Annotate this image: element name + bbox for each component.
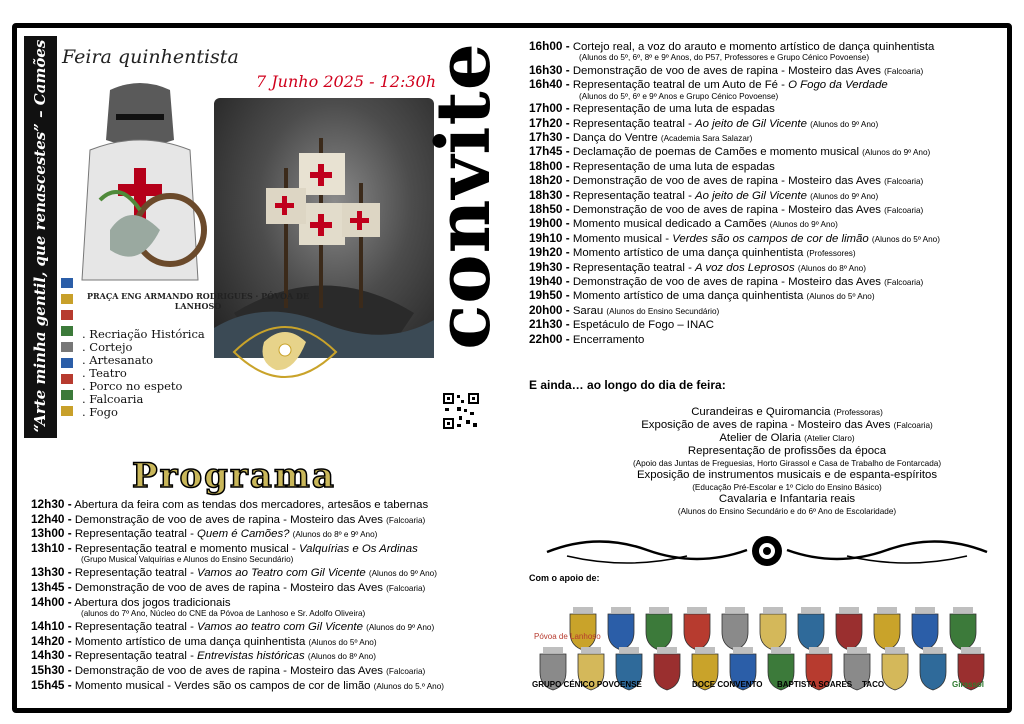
crest-crown-icon (923, 647, 943, 653)
schedule-time: 17h20 - (529, 115, 570, 130)
schedule-time: 13h30 - (31, 565, 72, 580)
schedule-time: 17h00 - (529, 101, 570, 116)
crest-icon (684, 614, 710, 650)
schedule-time: 19h00 - (529, 216, 570, 231)
sponsor-doce-convento: DOCE CONVENTO (692, 680, 763, 689)
extra-note: (Professoras) (833, 408, 883, 417)
crest-crown-icon (801, 607, 821, 613)
event-address: PRAÇA ENG ARMANDO RODRIGUES · PÓVOA DE LANHOSO (86, 291, 310, 311)
schedule-time: 18h00 - (529, 158, 570, 173)
schedule-time: 15h45 - (31, 677, 72, 692)
schedule-text: Representação teatral - (74, 567, 194, 580)
schedule-title: Entrevistas históricas (197, 650, 305, 663)
schedule-text: Dança do Ventre (572, 132, 658, 144)
extra-text: Exposição de aves de rapina - Mosteiro das Aves (641, 419, 891, 431)
school-logo (224, 312, 346, 392)
schedule-time: 20h00 - (529, 302, 570, 317)
schedule-time: 13h10 - (31, 540, 72, 555)
extra-subnote: (Educação Pré-Escolar e 1º Ciclo do Ensino Básico) (692, 483, 882, 492)
schedule-subnote: (Alunos do 5º, 6º e 9º Anos e Grupo Cénico Povoense) (579, 91, 779, 101)
extra-note: (Atelier Claro) (804, 434, 855, 443)
crest-crown-icon (885, 647, 905, 653)
activity-item: . Cortejo (82, 340, 133, 354)
feira-title: Feira quinhentista (62, 46, 239, 68)
schedule-row (31, 620, 434, 634)
schedule-note: (Professores) (806, 249, 856, 259)
schedule-note: (Alunos do 5.º Ano) (373, 681, 445, 691)
schedule-note: (Alunos do 9º Ano) (862, 148, 931, 158)
crest-icon (836, 614, 862, 650)
apoio-label: Com o apoio de: (529, 573, 600, 583)
extra-text: Exposição de instrumentos musicais e de espanta-espíritos (636, 469, 938, 481)
crest-crown-icon (695, 647, 715, 653)
extra-text: Representação de profissões da época (687, 445, 887, 457)
crest-crown-icon (915, 607, 935, 613)
schedule-row (31, 498, 428, 512)
schedule-text: Representação teatral e momento musical - (74, 542, 296, 555)
schedule-time: 16h00 - (529, 39, 570, 53)
schedule-note: (Falcoaria) (386, 515, 426, 525)
schedule-note: (Academia Sara Salazar) (660, 134, 753, 143)
schedule-title: Ao jeito de Gil Vicente (695, 189, 807, 202)
activity-item: . Artesanato (82, 353, 154, 367)
schedule-subnote: (alunos do 7º Ano, Núcleo do CNE da Póvoa de Lanhoso e Sr. Adolfo Oliveira) (81, 609, 366, 619)
schedule-note: (Alunos do 8º e 9º Ano) (292, 530, 378, 540)
schedule-text: Demonstração de voo de aves de rapina - Mosteiro das Aves (572, 204, 881, 216)
crest-icon (646, 614, 672, 650)
schedule-note: (Falcoaria) (884, 177, 924, 187)
schedule-row (529, 102, 775, 116)
crest-crown-icon (839, 607, 859, 613)
schedule-text: Representação teatral - (572, 189, 692, 202)
schedule-note: (Alunos do 5º Ano) (806, 292, 875, 302)
sponsor-povoa: Póvoa de Lanhoso (534, 632, 601, 641)
schedule-time: 19h40 - (529, 274, 570, 288)
event-date: 7 Junho 2025 - 12:30h (256, 72, 437, 91)
schedule-text: Representação teatral de um Auto de Fé - (572, 79, 785, 92)
schedule-row (529, 174, 923, 188)
schedule-title: Vamos ao Teatro com Gil Vicente (197, 567, 366, 580)
schedule-time: 14h10 - (31, 619, 72, 634)
schedule-time: 22h00 - (529, 331, 570, 346)
schedule-text: Representação teatral - (74, 528, 194, 541)
sponsor-baptista-soares: BAPTISTA SOARES (777, 680, 853, 689)
schedule-row (529, 261, 866, 275)
schedule-text: Declamação de poemas de Camões e momento musical (572, 146, 859, 159)
schedule-note: (Falcoaria) (386, 584, 426, 593)
extra-item (577, 469, 997, 482)
schedule-time: 14h00 - (31, 594, 72, 609)
schedule-text: Representação teatral - (572, 261, 692, 274)
activity-item: . Teatro (82, 366, 127, 380)
extras-list (577, 406, 997, 517)
schedule-row (529, 40, 934, 54)
extra-item (577, 406, 997, 419)
schedule-row (31, 542, 418, 556)
schedule-text: Abertura dos jogos tradicionais (74, 596, 231, 609)
schedule-title: Verdes são os campos de cor de limão (672, 232, 869, 245)
schedule-row (529, 304, 719, 318)
programa-title: Programa (132, 456, 336, 496)
schedule-text: Representação teatral - (74, 650, 194, 663)
schedule-title: O Fogo da Verdade (788, 79, 888, 92)
schedule-text: Sarau (572, 304, 604, 317)
schedule-title: Quem é Camões? (197, 528, 290, 541)
schedule-note: (Alunos do 5º Ano) (871, 234, 940, 244)
schedule-row (529, 232, 940, 246)
crest-crown-icon (877, 607, 897, 613)
schedule-note: (Alunos do 9º Ano) (810, 191, 879, 201)
poster-frame (12, 23, 1012, 713)
schedule-time: 17h30 - (529, 130, 570, 144)
schedule-row (529, 203, 923, 217)
schedule-text: Representação teatral - (74, 621, 194, 634)
ainda-title: E ainda… ao longo do dia de feira: (529, 378, 726, 392)
side-slogan: “Arte minha gentil, que renascestes” – Camões (31, 39, 49, 433)
schedule-time: 13h45 - (31, 580, 72, 594)
schedule-note: (Falcoaria) (386, 667, 426, 676)
crest-crown-icon (763, 607, 783, 613)
side-band (24, 36, 57, 438)
schedule-title: Ao jeito de Gil Vicente (695, 117, 807, 130)
schedule-row (529, 275, 923, 289)
activity-item: . Porco no espeto (82, 379, 183, 393)
schedule-time: 16h30 - (529, 62, 570, 77)
qr-code[interactable] (442, 392, 480, 430)
crest-icon (760, 614, 786, 650)
schedule-text: Momento musical - Verdes são os campos de cor de limão (74, 679, 371, 692)
schedule-row (31, 664, 425, 678)
activities-list (82, 328, 205, 419)
extra-item (577, 493, 997, 506)
crest-icon (722, 614, 748, 650)
sponsor-logos (532, 670, 1002, 696)
schedule-time: 19h50 - (529, 288, 570, 303)
schedule-row (529, 333, 644, 347)
sponsor-girassol: Girassol (952, 680, 985, 689)
crest-crown-icon (581, 647, 601, 653)
schedule-row (529, 189, 878, 203)
schedule-text: Representação de uma luta de espadas (572, 103, 775, 116)
sponsor-taco: TACO (862, 680, 885, 689)
schedule-row (529, 160, 775, 174)
schedule-row (31, 649, 376, 663)
schedule-time: 19h30 - (529, 259, 570, 274)
schedule-text: Demonstração de voo de aves de rapina - Mosteiro das Aves (74, 513, 383, 526)
crest-crown-icon (953, 607, 973, 613)
schedule-title: Valquírias e Os Ardinas (298, 542, 418, 555)
schedule-row (529, 318, 714, 332)
sponsor-logo-strip (60, 276, 74, 426)
crest-crown-icon (961, 647, 981, 653)
schedule-note: (Alunos do 9º Ano) (366, 623, 435, 633)
schedule-time: 12h40 - (31, 511, 72, 526)
schedule-title: A voz dos Leprosos (695, 261, 795, 274)
schedule-note: (Falcoaria) (884, 278, 924, 287)
extra-subnote: (Apoio das Juntas de Freguesias, Horto Girassol e Casa de Trabalho de Fontarcada) (632, 459, 942, 468)
crest-crown-icon (733, 647, 753, 653)
schedule-time: 18h50 - (529, 202, 570, 216)
schedule-row (529, 117, 878, 131)
extra-text: Cavalaria e Infantaria reais (718, 493, 856, 505)
schedule-note: (Alunos do 9º Ano) (769, 220, 838, 230)
schedule-text: Representação teatral - (572, 117, 692, 130)
schedule-row (529, 246, 856, 260)
schedule-time: 13h00 - (31, 526, 72, 541)
schedule-text: Espetáculo de Fogo – INAC (572, 319, 715, 332)
schedule-note: (Alunos do 9º Ano) (368, 569, 437, 579)
schedule-text: Momento musical - (572, 232, 670, 245)
schedule-subnote: (Grupo Musical Valquírias e Alunos do Ensino Secundário) (81, 555, 294, 565)
schedule-note: (Alunos do 9º Ano) (810, 119, 879, 129)
activity-item: . Fogo (82, 405, 118, 419)
schedule-text: Momento artístico de uma dança quinhentista (74, 635, 306, 648)
schedule-time: 14h30 - (31, 648, 72, 663)
schedule-text: Demonstração de voo de aves de rapina - Mosteiro das Aves (74, 665, 383, 677)
schedule-note: (Alunos do 8º Ano) (307, 652, 376, 662)
schedule-note: (Alunos do 8º Ano) (797, 263, 866, 273)
schedule-row (529, 289, 875, 303)
crest-crown-icon (573, 607, 593, 613)
schedule-note: (Falcoaria) (884, 206, 924, 215)
crest-crown-icon (611, 607, 631, 613)
crest-icon (950, 614, 976, 650)
crest-crown-icon (809, 647, 829, 653)
schedule-time: 17h45 - (529, 144, 570, 159)
schedule-text: Abertura da feira com as tendas dos mercadores, artesãos e tabernas (74, 499, 429, 511)
schedule-text: Demonstração de voo de aves de rapina - Mosteiro das Aves (572, 175, 881, 188)
activity-item: . Recriação Histórica (82, 327, 205, 341)
extra-item (577, 419, 997, 432)
schedule-time: 19h10 - (529, 230, 570, 245)
schedule-row (31, 581, 425, 595)
crest-icon (798, 614, 824, 650)
sponsor-grupo-cenico: GRUPO CÉNICO POVOENSE (532, 680, 642, 689)
knight-illustration (70, 80, 210, 280)
schedule-text: Momento artístico de uma dança quinhentista (572, 290, 804, 303)
extra-text: Curandeiras e Quiromancia (691, 406, 831, 418)
schedule-row (529, 145, 930, 159)
crest-crown-icon (543, 647, 563, 653)
schedule-text: Cortejo real, a voz do arauto e momento artístico de dança quinhentista (572, 41, 935, 53)
schedule-text: Demonstração de voo de aves de rapina - Mosteiro das Aves (572, 64, 881, 77)
convite-title: convite (421, 42, 507, 350)
schedule-text: Demonstração de voo de aves de rapina - Mosteiro das Aves (572, 276, 881, 288)
schedule-row (31, 527, 377, 541)
schedule-text: Representação de uma luta de espadas (572, 160, 775, 173)
schedule-time: 12h30 - (31, 497, 72, 511)
schedule-time: 18h30 - (529, 187, 570, 202)
schedule-note: (Alunos do Ensino Secundário) (606, 306, 720, 316)
schedule-text: Momento artístico de uma dança quinhentista (572, 247, 804, 260)
schedule-row (31, 635, 377, 649)
schedule-row (529, 217, 838, 231)
schedule-row (31, 679, 444, 693)
schedule-row (529, 131, 752, 145)
activity-item: . Falcoaria (82, 392, 144, 406)
extra-item (577, 432, 997, 445)
schedule-note: (Falcoaria) (884, 66, 924, 76)
crest-icon (874, 614, 900, 650)
crest-crown-icon (725, 607, 745, 613)
schedule-time: 14h20 - (31, 633, 72, 648)
crest-icon (608, 614, 634, 650)
schedule-time: 15h30 - (31, 663, 72, 677)
schedule-note: (Alunos do 5º Ano) (308, 637, 377, 647)
crest-icon (912, 614, 938, 650)
schedule-row (529, 64, 923, 78)
schedule-row (529, 78, 888, 92)
crest-crown-icon (847, 647, 867, 653)
crest-crown-icon (657, 647, 677, 653)
schedule-subnote: (Alunos do 5º, 6º, 8º e 9º Anos, do P57, Professores e Grupo Cénico Povoense) (579, 53, 870, 63)
extra-item (577, 445, 997, 458)
schedule-text: Demonstração de voo de aves de rapina - Mosteiro das Aves (74, 582, 383, 594)
schedule-time: 18h20 - (529, 173, 570, 188)
schedule-text: Encerramento (572, 333, 645, 346)
crest-crown-icon (649, 607, 669, 613)
schedule-time: 21h30 - (529, 317, 570, 332)
schedule-row (31, 566, 437, 580)
crest-crown-icon (687, 607, 707, 613)
schedule-row (31, 513, 425, 527)
crest-crown-icon (619, 647, 639, 653)
schedule-time: 16h40 - (529, 77, 570, 92)
extra-subnote: (Alunos do Ensino Secundário e do 6º Ano de Escolaridade) (677, 507, 897, 516)
schedule-row (31, 596, 231, 610)
poster-artwork (24, 36, 507, 438)
schedule-time: 19h20 - (529, 245, 570, 260)
schedule-title: Vamos ao teatro com Gil Vicente (197, 621, 363, 634)
schedule-text: Momento musical dedicado a Camões (572, 218, 767, 231)
ornament-divider (537, 526, 997, 576)
extra-text: Atelier de Olaria (719, 432, 801, 444)
extra-note: (Falcoaria) (893, 421, 933, 430)
crest-crown-icon (771, 647, 791, 653)
